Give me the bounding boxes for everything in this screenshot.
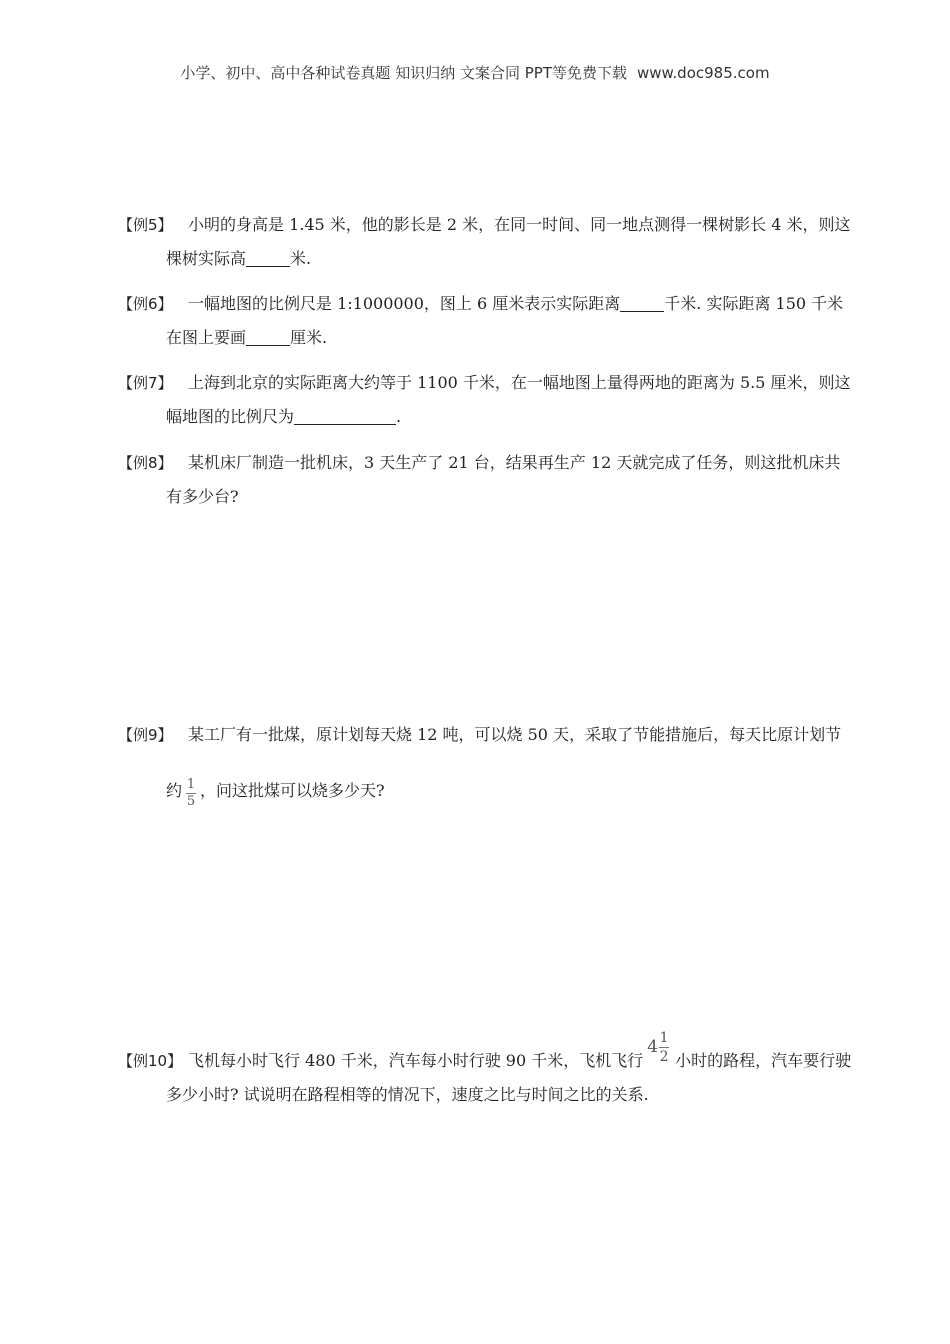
problem-text: 飞机每小时飞行 480 千米，汽车每小时行驶 90 千米，飞机飞行 (188, 1051, 644, 1070)
answer-blank[interactable] (294, 408, 396, 425)
problem-6 (118, 287, 866, 354)
problem-text: 某机床厂制造一批机床，3 天生产了 21 台，结果再生产 12 天就完成了任务，则这批机床共 (188, 453, 841, 472)
problem-text: 上海到北京的实际距离大约等于 1100 千米，在一幅地图上量得两地的距离为 5.5 厘米，则这 (188, 373, 851, 392)
problem-text: 千米. 实际距离 150 千米 (664, 294, 844, 313)
mixed-number (647, 1030, 669, 1065)
page-header (0, 62, 950, 83)
fraction-numerator: 1 (186, 777, 196, 792)
fraction-bar (659, 1047, 669, 1048)
problem-text: 约 (166, 781, 183, 800)
problem-7 (118, 366, 866, 433)
problem-text: 多少小时? 试说明在路程相等的情况下，速度之比与时间之比的关系. (166, 1085, 649, 1104)
problem-text: 一幅地图的比例尺是 1:1000000，图上 6 厘米表示实际距离 (188, 294, 621, 313)
fraction-numerator: 1 (659, 1030, 669, 1046)
problem-text: 有多少台? (166, 487, 239, 506)
problem-text: ，问这批煤可以烧多少天? (200, 781, 385, 800)
problem-text: 米. (290, 249, 312, 268)
problem-9 (118, 718, 866, 809)
fraction-denominator: 5 (186, 794, 196, 809)
mixed-whole: 4 (647, 1037, 659, 1057)
fraction (186, 778, 196, 809)
problem-text: 厘米. (290, 328, 328, 347)
answer-blank[interactable] (246, 329, 290, 346)
problem-10 (118, 1030, 866, 1111)
answer-blank[interactable] (246, 250, 290, 267)
fraction (659, 1030, 669, 1065)
problem-tag: 【例6】 (118, 295, 173, 313)
problem-text: 小明的身高是 1.45 米，他的影长是 2 米，在同一时间、同一地点测得一棵树影长 4 米，则这 (188, 215, 851, 234)
header-text: 小学、初中、高中各种试卷真题 知识归纳 文案合同 PPT等免费下载 (180, 64, 627, 82)
fraction-denominator: 2 (659, 1049, 669, 1065)
answer-blank[interactable] (620, 295, 664, 312)
problem-tag: 【例8】 (118, 454, 173, 472)
problem-tag: 【例7】 (118, 374, 173, 392)
problem-tag: 【例9】 (118, 726, 173, 744)
problem-text: 幅地图的比例尺为 (166, 407, 295, 426)
problem-8 (118, 446, 866, 513)
problem-text: 棵树实际高 (166, 249, 247, 268)
problem-5 (118, 208, 866, 275)
problem-text: 小时的路程，汽车要行驶 (675, 1051, 852, 1070)
problem-text: 某工厂有一批煤，原计划每天烧 12 吨，可以烧 50 天，采取了节能措施后，每天比原计划节 (188, 725, 842, 744)
problem-text: 在图上要画 (166, 328, 247, 347)
problem-text: . (396, 407, 402, 426)
problem-tag: 【例10】 (118, 1052, 183, 1070)
problem-tag: 【例5】 (118, 216, 173, 234)
header-url[interactable]: www.doc985.com (636, 64, 770, 82)
